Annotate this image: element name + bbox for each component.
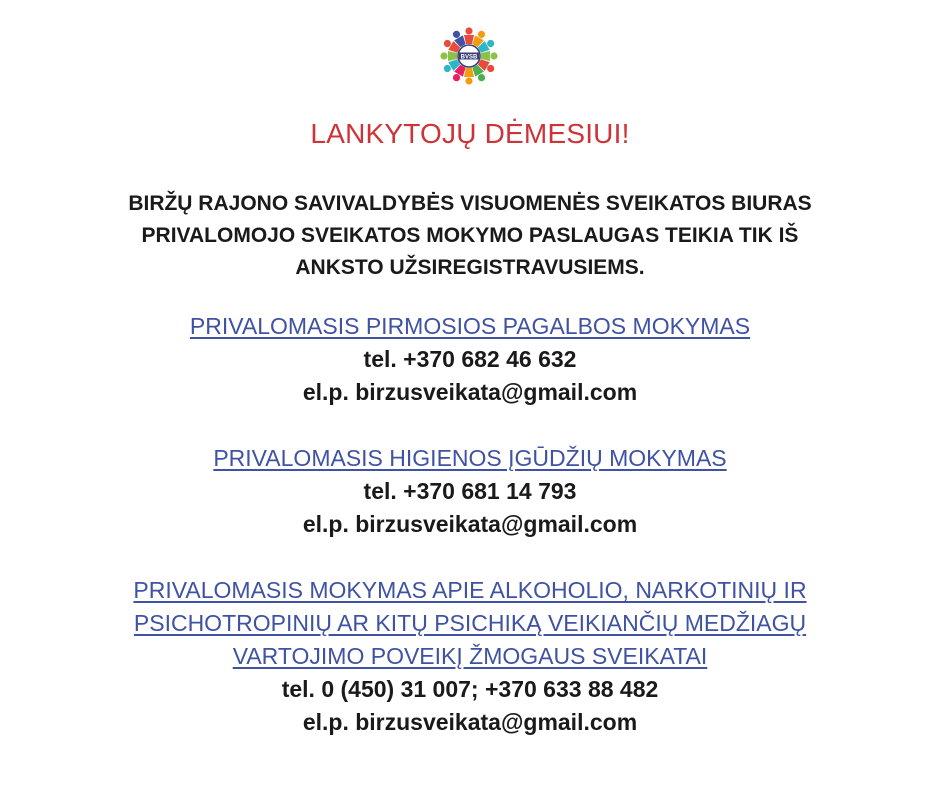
email-text: el.p. birzusveikata@gmail.com (302, 379, 638, 405)
first-aid-training-link[interactable]: PRIVALOMASIS PIRMOSIOS PAGALBOS MOKYMAS (189, 313, 751, 339)
substance-training-link-line[interactable]: PRIVALOMASIS MOKYMAS APIE ALKOHOLIO, NARKOTINIŲ IR (133, 577, 807, 603)
email-text: el.p. birzusveikata@gmail.com (302, 709, 638, 735)
community-people-circle-logo (438, 25, 500, 87)
hygiene-training-section (30, 442, 910, 541)
phone-text: tel. +370 682 46 632 (363, 346, 577, 372)
svg-text:BVSB: BVSB (460, 54, 478, 61)
intro-line: ANKSTO UŽSIREGISTRAVUSIEMS. (295, 256, 645, 279)
phone-text: tel. 0 (450) 31 007; +370 633 88 482 (281, 676, 659, 702)
intro-paragraph (40, 188, 900, 284)
intro-line: PRIVALOMOJO SVEIKATOS MOKYMO PASLAUGAS TEIKIA TIK IŠ (141, 224, 799, 247)
first-aid-training-section (30, 310, 910, 409)
email-text: el.p. birzusveikata@gmail.com (302, 511, 638, 537)
substance-training-section (30, 574, 910, 739)
substance-training-link-line[interactable]: VARTOJIMO POVEIKĮ ŽMOGAUS SVEIKATAI (232, 643, 708, 669)
phone-text: tel. +370 681 14 793 (363, 478, 577, 504)
hygiene-training-link[interactable]: PRIVALOMASIS HIGIENOS ĮGŪDŽIŲ MOKYMAS (213, 445, 727, 471)
substance-training-link-line[interactable]: PSICHOTROPINIŲ AR KITŲ PSICHIKĄ VEIKIANČIŲ MEDŽIAGŲ (133, 610, 807, 636)
page-title: LANKYTOJŲ DĖMESIUI! (310, 118, 630, 149)
intro-line: BIRŽŲ RAJONO SAVIVALDYBĖS VISUOMENĖS SVEIKATOS BIURAS (128, 192, 812, 215)
